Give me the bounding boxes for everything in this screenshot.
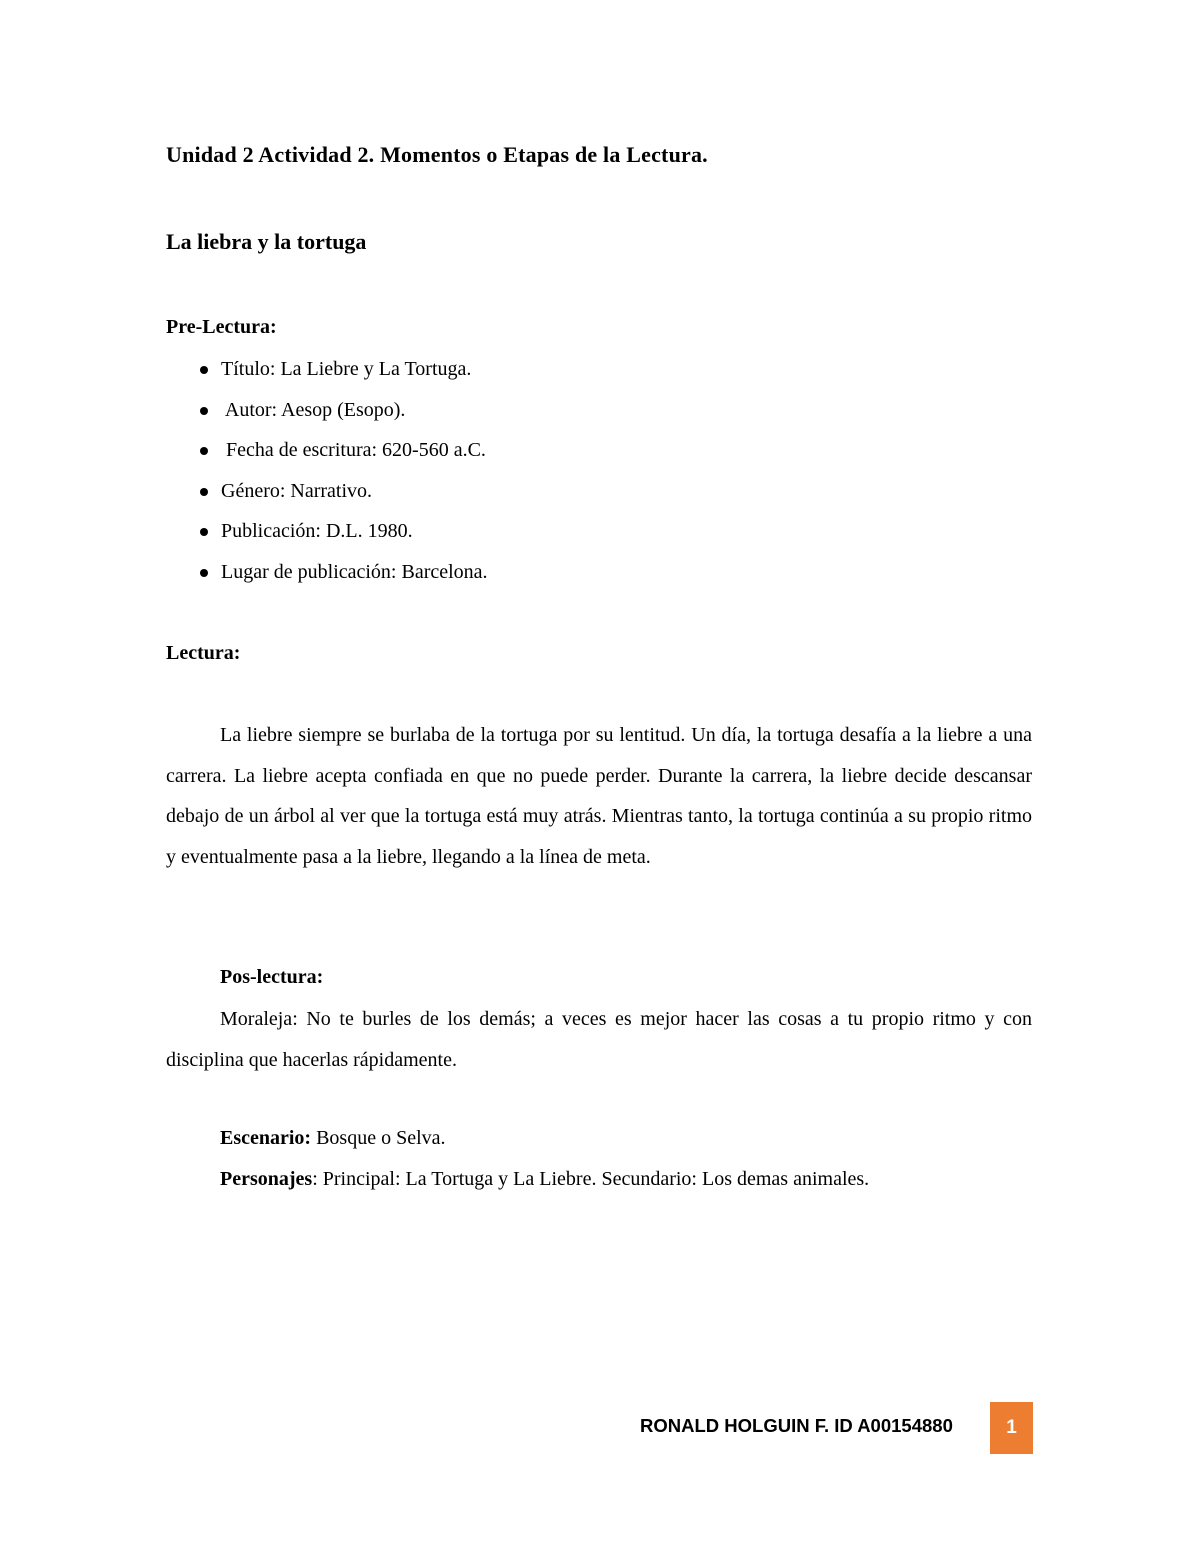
list-item — [200, 558, 488, 599]
pre-lectura-list — [200, 355, 488, 599]
list-item-text: Lugar de publicación: Barcelona. — [221, 560, 488, 583]
escenario-value: Bosque o Selva. — [311, 1127, 446, 1149]
escenario-line — [220, 1127, 446, 1150]
list-item — [200, 355, 488, 396]
moraleja-paragraph: Moraleja: No te burles de los demás; a veces es mejor hacer las cosas a tu propio ritmo y con disciplina que hacerlas rápidamente. — [166, 1008, 1032, 1071]
personajes-value: : Principal: La Tortuga y La Liebre. Secundario: Los demas animales. — [312, 1168, 870, 1190]
pos-lectura-heading: Pos-lectura: — [220, 966, 324, 988]
list-item-text: Autor: Aesop (Esopo). — [221, 398, 406, 421]
list-item-text: Género: Narrativo. — [221, 479, 373, 502]
list-item-text: Fecha de escritura: 620-560 a.C. — [221, 439, 486, 462]
personajes-line — [220, 1168, 869, 1191]
list-item-text: Publicación: D.L. 1980. — [221, 520, 413, 543]
list-item — [200, 477, 488, 518]
pre-lectura-heading: Pre-Lectura: — [166, 316, 277, 338]
bullet-icon — [200, 528, 208, 536]
list-item — [200, 396, 488, 437]
bullet-icon — [200, 488, 208, 496]
list-item-text: Título: La Liebre y La Tortuga. — [221, 358, 472, 380]
footer-author: RONALD HOLGUIN F. ID A00154880 — [640, 1415, 953, 1436]
bullet-icon — [200, 447, 208, 455]
lectura-heading: Lectura: — [166, 642, 241, 664]
lectura-paragraph: La liebre siempre se burlaba de la tortuga por su lentitud. Un día, la tortuga desafía a la liebre a una carrera. La liebre acepta confiada en que no puede perder. Durante la carrera, la liebre decide descansar debajo de un árbol al ver que la tortuga está muy atrás. Mientras tanto, la tortuga continúa a su propio ritmo y eventualmente pasa a la liebre, llegando a la línea de meta. — [166, 724, 1032, 868]
page-number-badge: 1 — [990, 1402, 1033, 1454]
bullet-icon — [200, 366, 208, 374]
list-item — [200, 436, 488, 477]
list-item — [200, 517, 488, 558]
document-title: Unidad 2 Actividad 2. Momentos o Etapas de la Lectura. — [166, 142, 708, 167]
story-title: La liebra y la tortuga — [166, 229, 367, 254]
personajes-label: Personajes — [220, 1168, 313, 1190]
escenario-label: Escenario: — [220, 1127, 312, 1149]
bullet-icon — [200, 569, 208, 577]
bullet-icon — [200, 407, 208, 415]
